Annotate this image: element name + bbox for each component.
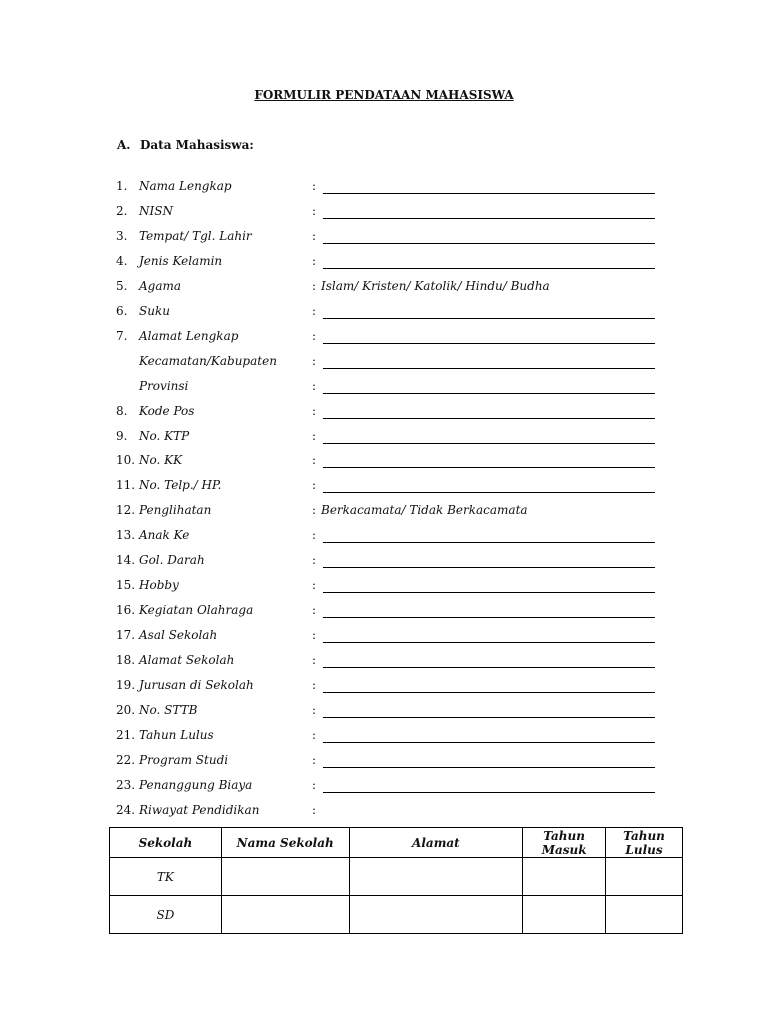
field-number: 23. xyxy=(116,778,136,792)
field-input-line[interactable] xyxy=(323,617,655,618)
table-header-cell: Tahun Masuk xyxy=(523,828,606,858)
field-number: 6. xyxy=(116,304,128,318)
table-row xyxy=(110,896,683,934)
section-heading xyxy=(117,138,254,152)
form-field-row xyxy=(0,429,768,449)
form-field-row xyxy=(0,553,768,573)
form-title: FORMULIR PENDATAAN MAHASISWA xyxy=(254,88,514,102)
field-colon: : xyxy=(312,703,317,717)
field-number: 21. xyxy=(116,728,136,742)
form-field-row xyxy=(0,179,768,199)
field-colon: : xyxy=(312,653,317,667)
field-input-line[interactable] xyxy=(323,742,655,743)
field-number: 2. xyxy=(116,204,128,218)
field-input-line[interactable] xyxy=(323,492,655,493)
field-colon: : xyxy=(312,678,317,692)
field-colon: : xyxy=(312,354,317,368)
field-input-line[interactable] xyxy=(323,218,655,219)
table-cell[interactable] xyxy=(221,858,349,896)
field-number: 13. xyxy=(116,528,136,542)
table-cell[interactable] xyxy=(349,858,523,896)
field-label: Nama Lengkap xyxy=(139,179,232,193)
field-colon: : xyxy=(312,279,317,293)
field-input-line[interactable] xyxy=(323,542,655,543)
field-label: Tahun Lulus xyxy=(139,728,214,742)
table-cell[interactable] xyxy=(606,896,683,934)
field-label: Gol. Darah xyxy=(139,553,205,567)
field-label: Hobby xyxy=(139,578,179,592)
field-colon: : xyxy=(312,254,317,268)
table-header-cell: Alamat xyxy=(349,828,523,858)
field-colon: : xyxy=(312,503,317,517)
field-number: 1. xyxy=(116,179,128,193)
field-colon: : xyxy=(312,429,317,443)
field-colon: : xyxy=(312,404,317,418)
field-colon: : xyxy=(312,578,317,592)
field-input-line[interactable] xyxy=(323,443,655,444)
field-colon: : xyxy=(312,553,317,567)
form-field-row xyxy=(0,778,768,798)
form-field-row xyxy=(0,728,768,748)
field-colon: : xyxy=(312,379,317,393)
field-input-line[interactable] xyxy=(323,193,655,194)
field-number: 18. xyxy=(116,653,136,667)
field-colon: : xyxy=(312,628,317,642)
field-label: NISN xyxy=(139,204,173,218)
form-field-row xyxy=(0,204,768,224)
field-label: Anak Ke xyxy=(139,528,190,542)
field-label: Tempat/ Tgl. Lahir xyxy=(139,229,252,243)
field-number: 4. xyxy=(116,254,128,268)
field-input-line[interactable] xyxy=(323,343,655,344)
section-label: Data Mahasiswa: xyxy=(140,138,254,152)
field-number: 20. xyxy=(116,703,136,717)
form-field-row xyxy=(0,528,768,548)
form-field-row xyxy=(0,354,768,374)
field-label: Program Studi xyxy=(139,753,229,767)
field-label: Asal Sekolah xyxy=(139,628,218,642)
form-field-row xyxy=(0,603,768,623)
field-input-line[interactable] xyxy=(323,667,655,668)
field-input-line[interactable] xyxy=(323,592,655,593)
field-input-line[interactable] xyxy=(323,792,655,793)
field-input-line[interactable] xyxy=(323,642,655,643)
form-field-row xyxy=(0,578,768,598)
field-number: 17. xyxy=(116,628,136,642)
field-input-line[interactable] xyxy=(323,418,655,419)
field-input-line[interactable] xyxy=(323,393,655,394)
form-field-row xyxy=(0,703,768,723)
field-label: Kecamatan/Kabupaten xyxy=(139,354,277,368)
field-label: Alamat Lengkap xyxy=(139,329,239,343)
field-colon: : xyxy=(312,478,317,492)
table-cell[interactable] xyxy=(221,896,349,934)
table-header-cell: Nama Sekolah xyxy=(221,828,349,858)
field-number: 14. xyxy=(116,553,136,567)
field-label: Riwayat Pendidikan xyxy=(139,803,260,817)
table-cell[interactable] xyxy=(523,858,606,896)
form-field-row xyxy=(0,803,768,823)
table-row xyxy=(110,858,683,896)
field-label: No. Telp./ HP. xyxy=(139,478,222,492)
field-colon: : xyxy=(312,329,317,343)
field-label: Kegiatan Olahraga xyxy=(139,603,254,617)
form-field-row xyxy=(0,628,768,648)
form-field-row xyxy=(0,753,768,773)
field-number: 10. xyxy=(116,453,136,467)
field-number: 12. xyxy=(116,503,136,517)
table-cell[interactable] xyxy=(606,858,683,896)
field-colon: : xyxy=(312,229,317,243)
form-field-row xyxy=(0,254,768,274)
field-colon: : xyxy=(312,803,317,817)
field-label: Jurusan di Sekolah xyxy=(139,678,254,692)
field-label: Alamat Sekolah xyxy=(139,653,235,667)
field-colon: : xyxy=(312,528,317,542)
form-field-row xyxy=(0,379,768,399)
field-colon: : xyxy=(312,453,317,467)
table-cell: TK xyxy=(110,858,222,896)
field-colon: : xyxy=(312,204,317,218)
education-history-table xyxy=(109,827,683,934)
form-field-row xyxy=(0,404,768,424)
table-header-cell: Tahun Lulus xyxy=(606,828,683,858)
field-input-line[interactable] xyxy=(323,368,655,369)
field-number: 19. xyxy=(116,678,136,692)
field-label: Provinsi xyxy=(139,379,189,393)
field-label: Kode Pos xyxy=(139,404,195,418)
form-field-row xyxy=(0,453,768,473)
field-number: 3. xyxy=(116,229,128,243)
field-number: 15. xyxy=(116,578,136,592)
field-input-line[interactable] xyxy=(323,243,655,244)
table-cell: SD xyxy=(110,896,222,934)
table-cell[interactable] xyxy=(349,896,523,934)
field-colon: : xyxy=(312,728,317,742)
field-input-line[interactable] xyxy=(323,567,655,568)
field-number: 9. xyxy=(116,429,128,443)
field-options: Berkacamata/ Tidak Berkacamata xyxy=(321,503,528,517)
field-input-line[interactable] xyxy=(323,767,655,768)
field-number: 16. xyxy=(116,603,136,617)
field-colon: : xyxy=(312,753,317,767)
form-field-row xyxy=(0,478,768,498)
field-label: Penanggung Biaya xyxy=(139,778,253,792)
form-field-row xyxy=(0,678,768,698)
table-cell[interactable] xyxy=(523,896,606,934)
field-number: 11. xyxy=(116,478,136,492)
field-input-line[interactable] xyxy=(323,717,655,718)
form-field-row xyxy=(0,304,768,324)
section-letter: A. xyxy=(117,138,131,152)
field-label: Agama xyxy=(139,279,182,293)
field-label: No. KK xyxy=(139,453,183,467)
field-options: Islam/ Kristen/ Katolik/ Hindu/ Budha xyxy=(321,279,550,293)
field-colon: : xyxy=(312,603,317,617)
field-label: Penglihatan xyxy=(139,503,212,517)
form-field-row xyxy=(0,329,768,349)
field-number: 22. xyxy=(116,753,136,767)
field-label: Suku xyxy=(139,304,170,318)
field-number: 24. xyxy=(116,803,136,817)
field-input-line[interactable] xyxy=(323,692,655,693)
field-input-line[interactable] xyxy=(323,467,655,468)
table-header-row xyxy=(110,828,683,858)
field-label: No. STTB xyxy=(139,703,198,717)
form-field-row xyxy=(0,653,768,673)
field-colon: : xyxy=(312,304,317,318)
field-number: 5. xyxy=(116,279,128,293)
form-field-row xyxy=(0,503,768,523)
field-number: 7. xyxy=(116,329,128,343)
field-label: Jenis Kelamin xyxy=(139,254,223,268)
field-label: No. KTP xyxy=(139,429,190,443)
form-field-row xyxy=(0,279,768,299)
field-number: 8. xyxy=(116,404,128,418)
form-field-row xyxy=(0,229,768,249)
field-input-line[interactable] xyxy=(323,318,655,319)
table-header-cell: Sekolah xyxy=(110,828,222,858)
field-input-line[interactable] xyxy=(323,268,655,269)
field-colon: : xyxy=(312,778,317,792)
field-colon: : xyxy=(312,179,317,193)
